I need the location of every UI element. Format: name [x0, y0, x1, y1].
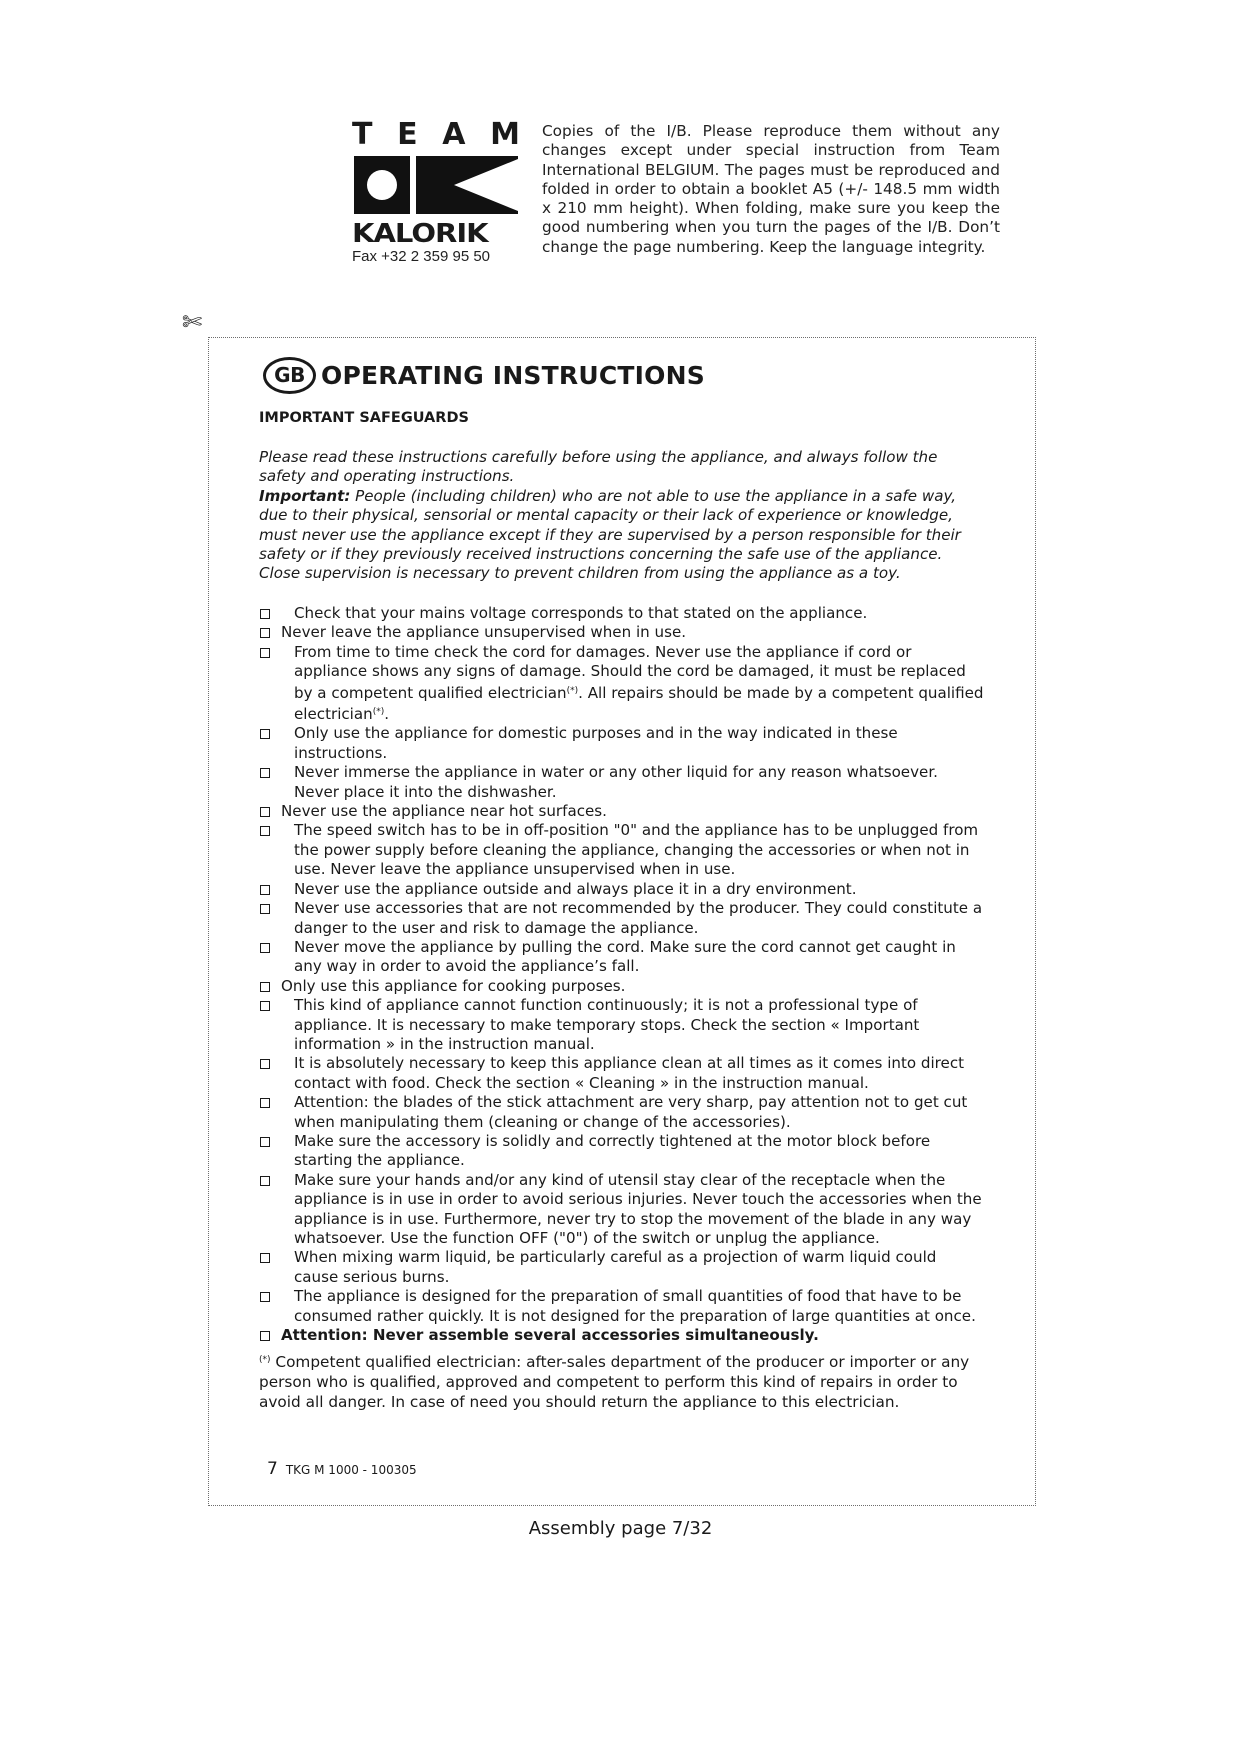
checkbox-bullet-icon: [260, 1292, 270, 1302]
list-item: [259, 763, 984, 802]
checkbox-bullet-icon: [260, 1253, 270, 1263]
intro-read-instructions: Please read these instructions carefully before using the appliance, and always follow the safety and operating instructions.: [259, 448, 938, 486]
rule-text: Attention: Never assemble several accessories simultaneously.: [281, 1326, 819, 1345]
gb-language-badge: GB: [263, 357, 316, 394]
important-text: People (including children) who are not able to use the appliance in a safe way, due to their physical, sensorial or mental capacity or their lack of experience or knowledge, must never use the appliance except if they are supervised by a person responsible for their safety or if they previously received instructions concerning the safe use of the appliance.: [259, 486, 961, 564]
rule-text: .: [384, 705, 390, 724]
footnote-marker: (*): [259, 1355, 271, 1365]
list-item: [259, 821, 984, 879]
rule-text: Make sure your hands and/or any kind of utensil stay clear of the receptacle when the appliance is in use in order to avoid serious injuries. Never touch the accessories when the appliance is in use. Furthermore, never try to stop the movement of the blade in any way whatsoever. Use the function OFF ("0") of the switch or unplug the appliance.: [294, 1170, 982, 1247]
fax-number: Fax +32 2 359 95 50: [352, 248, 491, 265]
rule-text: The appliance is designed for the preparation of small quantities of food that have to be consumed rather quickly. It is not designed for the preparation of large quantities at once.: [294, 1287, 976, 1325]
rule-text: Attention: the blades of the stick attachment are very sharp, pay attention not to get cut when manipulating them (cleaning or change of the accessories).: [294, 1093, 968, 1131]
logo-team-text: T E A M: [352, 117, 520, 152]
list-item: [259, 938, 984, 977]
list-item: [259, 1171, 984, 1249]
kalorik-logo-icon: [354, 156, 518, 214]
list-item: [259, 724, 984, 763]
checkbox-bullet-icon: [260, 1176, 270, 1186]
rule-text: Only use this appliance for cooking purposes.: [281, 976, 626, 995]
team-kalorik-logo: [352, 117, 522, 280]
page-footer: [267, 1459, 417, 1479]
intro-paragraph: [259, 448, 971, 584]
intro-important: [259, 487, 971, 565]
list-item: [259, 880, 984, 899]
page-number: 7: [267, 1459, 278, 1479]
logo-kalorik-text: KALORIK: [352, 217, 488, 249]
checkbox-bullet-icon: [260, 609, 270, 619]
list-item: [259, 996, 984, 1054]
rule-text: Only use the appliance for domestic purposes and in the way indicated in these instructions.: [294, 724, 898, 762]
checkbox-bullet-icon: [260, 943, 270, 953]
list-item: [259, 1054, 984, 1093]
checkbox-bullet-icon: [260, 648, 270, 658]
assembly-page-label: Assembly page 7/32: [528, 1518, 713, 1539]
checkbox-bullet-icon: [260, 1098, 270, 1108]
scissors-icon: ✄: [182, 308, 203, 336]
safeguards-list: [259, 604, 984, 1345]
list-item: [259, 1093, 984, 1132]
checkbox-bullet-icon: [260, 768, 270, 778]
list-item: [259, 604, 984, 623]
footnote-marker: (*): [566, 685, 579, 696]
rule-text: Never immerse the appliance in water or any other liquid for any reason whatsoever. Never place it into the dishwasher.: [294, 763, 938, 801]
page-title: OPERATING INSTRUCTIONS: [321, 360, 705, 390]
section-heading: IMPORTANT SAFEGUARDS: [259, 410, 469, 426]
list-item: [259, 1132, 984, 1171]
list-item: [259, 643, 984, 725]
rule-text: When mixing warm liquid, be particularly careful as a projection of warm liquid could cause serious burns.: [294, 1248, 937, 1286]
checkbox-bullet-icon: [260, 1001, 270, 1011]
checkbox-bullet-icon: [260, 982, 270, 992]
intro-supervision: Close supervision is necessary to prevent children from using the appliance as a toy.: [259, 564, 901, 583]
checkbox-bullet-icon: [260, 807, 270, 817]
checkbox-bullet-icon: [260, 826, 270, 836]
list-item: [259, 1248, 984, 1287]
rule-text: Never move the appliance by pulling the cord. Make sure the cord cannot get caught in any way in order to avoid the appliance’s fall.: [294, 937, 956, 976]
list-item: [259, 802, 984, 821]
list-item: [259, 1326, 984, 1345]
rule-text: Make sure the accessory is solidly and correctly tightened at the motor block before starting the appliance.: [294, 1131, 931, 1170]
rule-text: From time to time check the cord for damages. Never use the appliance if cord or appliance shows any signs of damage. Should the cord be damaged, it must be replaced by a competent qualified electrician: [294, 642, 966, 702]
list-item: [259, 1287, 984, 1326]
footnote-text: Competent qualified electrician: after-sales department of the producer or importer or any person who is qualified, approved and competent to perform this kind of repairs in order to avoid all danger. In case of need you should return the appliance to this electrician.: [259, 1353, 970, 1411]
list-item: [259, 623, 984, 642]
checkbox-bullet-icon: [260, 1331, 270, 1341]
list-item: [259, 977, 984, 996]
model-code: TKG M 1000 - 100305: [285, 1463, 417, 1477]
rule-text: Never use the appliance near hot surfaces.: [281, 802, 607, 821]
rule-text: This kind of appliance cannot function continuously; it is not a professional type of appliance. It is necessary to make temporary stops. Check the section « Important information » in the instruction manual.: [294, 996, 920, 1053]
checkbox-bullet-icon: [260, 1137, 270, 1147]
reproduction-note: Copies of the I/B. Please reproduce them without any changes except under special instruction from Team International BELGIUM. The pages must be reproduced and folded in order to obtain a booklet A5 (+/- 148.5 mm width x 210 mm height). When folding, make sure you keep the good numbering when you turn the pages of the I/B. Don’t change the page numbering. Keep the language integrity.: [542, 122, 1000, 256]
checkbox-bullet-icon: [260, 1059, 270, 1069]
page-title-row: [263, 354, 705, 396]
list-item: [259, 899, 984, 938]
rule-text: The speed switch has to be in off-position "0" and the appliance has to be unplugged from the power supply before cleaning the appliance, changing the accessories or when not in use. Never leave the appliance unsupervised when in use.: [294, 821, 979, 879]
footnote: [259, 1350, 984, 1412]
important-label: Important:: [259, 486, 351, 505]
footnote-marker: (*): [372, 707, 385, 718]
checkbox-bullet-icon: [260, 885, 270, 895]
checkbox-bullet-icon: [260, 628, 270, 638]
checkbox-bullet-icon: [260, 904, 270, 914]
rule-text: Never use the appliance outside and always place it in a dry environment.: [294, 879, 857, 898]
rule-text: Never leave the appliance unsupervised when in use.: [281, 623, 687, 642]
rule-text: It is absolutely necessary to keep this appliance clean at all times as it comes into direct contact with food. Check the section « Cleaning » in the instruction manual.: [294, 1054, 965, 1092]
rule-text: Never use accessories that are not recommended by the producer. They could constitute a danger to the user and risk to damage the appliance.: [294, 899, 983, 937]
rule-text: Check that your mains voltage corresponds to that stated on the appliance.: [294, 604, 868, 622]
rule-text: . All repairs should be made by a competent qualified electrician: [294, 683, 984, 724]
checkbox-bullet-icon: [260, 729, 270, 739]
